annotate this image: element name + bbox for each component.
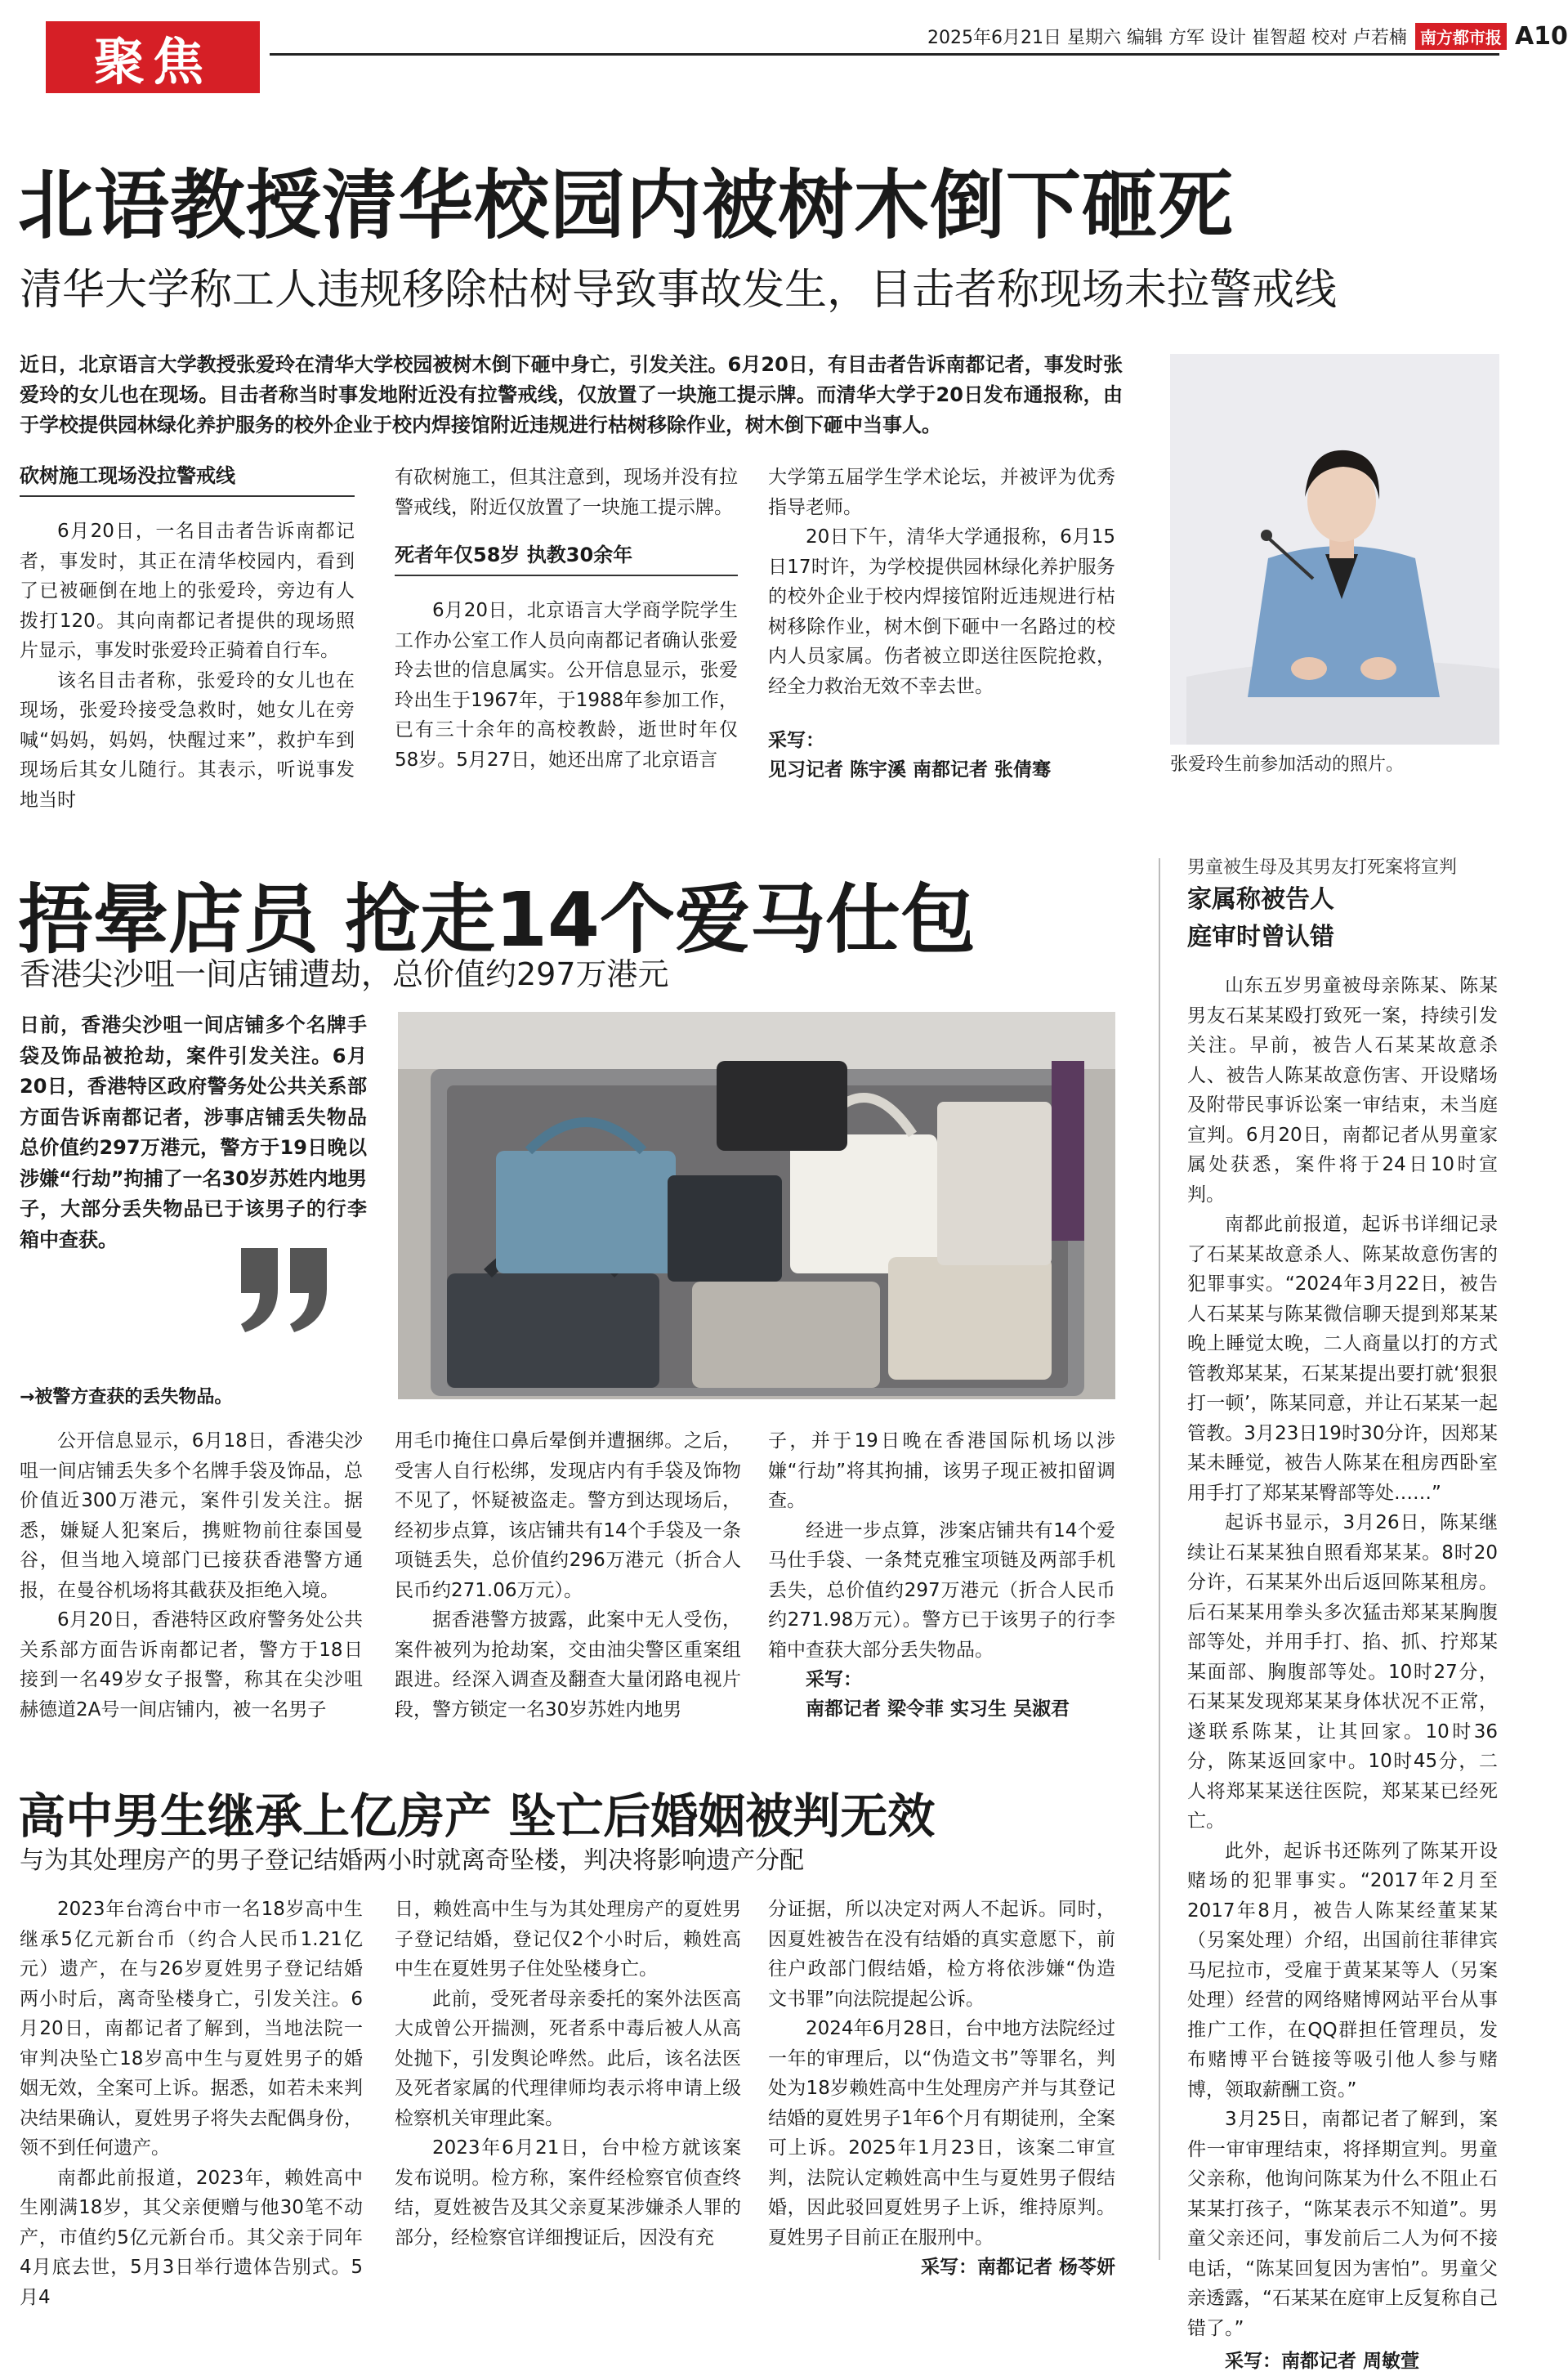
story1-paragraph: 6月20日，一名目击者告诉南都记者，事发时，其正在清华校园内，看到了已被砸倒在地上的张爱玲，旁边有人拨打120。其向南都记者提供的现场照片显示，事发时张爱玲正骑着自行车。: [20, 521, 355, 661]
subhead-rule: [20, 495, 355, 497]
story3-column-2: [395, 1895, 741, 2253]
story2-column-2: [395, 1426, 741, 1725]
sidebar-kicker: 男童被生母及其男友打死案将宣判: [1187, 857, 1458, 878]
header-meta: [927, 20, 1568, 52]
story2-column-3: [768, 1426, 1115, 1724]
story2-photo: [398, 1012, 1115, 1399]
story2-paragraph: 据香港警方披露，此案中无人受伤，案件被列为抢劫案，交由油尖警区重案组跟进。经深入调查及翻查大量闭路电视片段，警方锁定一名30岁苏姓内地男: [395, 1609, 741, 1720]
story1-paragraph: 6月20日，北京语言大学商学院学生工作办公室工作人员向南都记者确认张爱玲去世的信息属实。公开信息显示，张爱玲出生于1967年，于1988年参加工作，已有三十余年的高校教龄，逝世时年仅58岁。5月27日，她还出席了北京语言: [395, 600, 738, 771]
byline-names: 见习记者 陈宇溪 南都记者 张倩骞: [768, 759, 1052, 781]
story1-subhead-2: 死者年仅58岁 执教30余年: [395, 544, 633, 566]
story1-paragraph: 有砍树施工，但其注意到，现场并没有拉警戒线，附近仅放置了一块施工提示牌。: [395, 467, 738, 518]
story3-paragraph: 2024年6月28日，台中地方法院经过一年的审理后，以“伪造文书”等罪名，判处为18岁赖姓高中生处理房产并与其登记结婚的夏姓男子1年6个月有期徒刑，全案可上诉。2025年1月23日，该案二审宣判，法院认定赖姓高中生与夏姓男子假结婚，因此驳回夏姓男子上诉，维持原判。夏姓男子目前正在服刑中。: [768, 2018, 1115, 2248]
paper-logo: 南方都市报: [1415, 23, 1507, 50]
story3-byline: 采写：南都记者 杨苓妍: [920, 2257, 1115, 2278]
story3-column-1: [20, 1895, 363, 2312]
story2-paragraph: 6月20日，香港特区政府警务处公共关系部方面告诉南都记者，警方于18日接到一名49岁女子报警，称其在尖沙咀赫德道2A号一间店铺内，被一名男子: [20, 1609, 363, 1720]
sidebar-paragraph: 南都此前报道，起诉书详细记录了石某某故意杀人、陈某故意伤害的犯罪事实。“2024年3月22日，被告人石某某与陈某微信聊天提到郑某某晚上睡觉太晚，二人商量以打的方式管教郑某某，石某某提出要打就‘狠狠打一顿’，陈某同意，并让石某某一起管教。3月23日19时30分许，因郑某某未睡觉，被告人陈某在租房西卧室用手打了郑某某臀部等处……”: [1187, 1214, 1498, 1504]
story1-byline: [768, 726, 1115, 785]
story3-paragraph: 此前，受死者母亲委托的案外法医高大成曾公开揣测，死者系中毒后被人从高处抛下，引发舆论哗然。此后，该名法医及死者家属的代理律师均表示将申请上级检察机关审理此案。: [395, 1988, 741, 2129]
story1-subheadline: 清华大学称工人违规移除枯树导致事故发生，目击者称现场未拉警戒线: [20, 266, 1338, 315]
story2-lead: 日前，香港尖沙咀一间店铺多个名牌手袋及饰品被抢劫，案件引发关注。6月20日，香港特区政府警务处公共关系部方面告诉南都记者，涉事店铺丢失物品总价值约297万港元，警方于19日晚以涉嫌“行劫”拘捕了一名30岁苏姓内地男子，大部分丢失物品已于该男子的行李箱中查获。: [20, 1013, 367, 1251]
story1-column-1: [20, 458, 355, 815]
story3-subheadline: 与为其处理房产的男子登记结婚两小时就离奇坠楼，判决将影响遗产分配: [20, 1846, 804, 1875]
story3-headline: 高中男生继承上亿房产 坠亡后婚姻被判无效: [18, 1788, 936, 1844]
sidebar-paragraph: 起诉书显示，3月26日，陈某继续让石某某独自照看郑某某。8时20分许，石某某外出后返回陈某租房。后石某某用拳头多次猛击郑某某胸腹部等处，并用手打、掐、抓、拧郑某某面部、胸腹部等处。10时27分，石某某发现郑某某身体状况不正常，遂联系陈某，让其回家。10时36分，陈某返回家中。10时45分，二人将郑某某送往医院，郑某某已经死亡。: [1187, 1512, 1498, 1832]
sidebar-body: [1187, 971, 1498, 2376]
story3-paragraph: 日，赖姓高中生与为其处理房产的夏姓男子登记结婚，登记仅2个小时后，赖姓高中生在夏姓男子住处坠楼身亡。: [395, 1899, 741, 1980]
column-divider: [1159, 858, 1160, 2260]
story2-paragraph: 经进一步点算，涉案店铺共有14个爱马仕手袋、一条梵克雅宝项链及两部手机丢失，总价值约297万港元（折合人民币约271.98万元）。警方已于该男子的行李箱中查获大部分丢失物品。: [768, 1519, 1115, 1661]
story1-photo-caption: 张爱玲生前参加活动的照片。: [1170, 754, 1405, 775]
story1-lead: 近日，北京语言大学教授张爱玲在清华大学校园被树木倒下砸中身亡，引发关注。6月20日，有目击者告诉南都记者，事发时张爱玲的女儿也在现场。目击者称当时事发地附近没有拉警戒线，仅放置了一块施工提示牌。而清华大学于20日发布通报称，由于学校提供园林绿化养护服务的校外企业于校内焊接馆附近违规进行枯树移除作业，树木倒下砸中当事人。: [20, 353, 1123, 436]
sidebar-headline: [1187, 881, 1334, 956]
byline-names: 南都记者 梁令菲 实习生 吴淑君: [806, 1698, 1070, 1720]
story2-paragraph: 子，并于19日晚在香港国际机场以涉嫌“行劫”将其拘捕，该男子现正被扣留调查。: [768, 1430, 1115, 1511]
story1-photo: [1170, 354, 1499, 745]
sidebar-paragraph: 此外，起诉书还陈列了陈某开设赌场的犯罪事实。“2017年2月至2017年8月，被告人陈某经董某某（另案处理）介绍，出国前往菲律宾马尼拉市，受雇于黄某某等人（另案处理）经营的网络赌博网站平台从事推广工作，在QQ群担任管理员，发布赌博平台链接等吸引他人参与赌博，领取薪酬工资。”: [1187, 1840, 1498, 2101]
story1-subhead-1: 砍树施工现场没拉警戒线: [20, 464, 235, 487]
story3-paragraph: 2023年台湾台中市一名18岁高中生继承5亿元新台币（约合人民币1.21亿元）遗产，在与26岁夏姓男子登记结婚两小时后，离奇坠楼身亡，引发关注。6月20日，南都记者了解到，当地法院一审判决坠亡18岁高中生与夏姓男子的婚姻无效，全案可上诉。据悉，如若未来判决结果确认，夏姓男子将失去配偶身份，领不到任何遗产。: [20, 1899, 363, 2159]
sidebar-paragraph: 3月25日，南都记者了解到，案件一审审理结束，将择期宣判。男童父亲称，他询问陈某为什么不阻止石某某打孩子，“陈某表示不知道”。男童父亲还问，事发前后二人为何不接电话，“陈某回复因为害怕”。男童父亲透露，“石某某在庭审上反复称自己错了。”: [1187, 2109, 1498, 2339]
story3-paragraph: 2023年6月21日，台中检方就该案发布说明。检方称，案件经检察官侦查终结，夏姓被告及其父亲夏某涉嫌杀人罪的部分，经检察官详细搜证后，因没有充: [395, 2137, 741, 2248]
story2-headline: 捂晕店员 抢走14个爱马仕包: [18, 876, 976, 964]
sidebar-headline-line: 庭审时曾认错: [1187, 923, 1334, 951]
byline-label: 采写：: [806, 1669, 862, 1690]
issue-meta: 2025年6月21日 星期六 编辑 方军 设计 崔智超 校对 卢若楠: [927, 27, 1407, 48]
story1-headline: 北语教授清华校园内被树木倒下砸死: [18, 162, 1235, 249]
handbags-illustration: [398, 1012, 1115, 1399]
story2-paragraph: 用毛巾掩住口鼻后晕倒并遭捆绑。之后，受害人自行松绑，发现店内有手袋及饰物不见了，怀疑被盗走。警方到达现场后，经初步点算，该店铺共有14个手袋及一条项链丢失，总价值约296万港元（折合人民币约271.06万元）。: [395, 1430, 741, 1601]
story1-paragraph: 该名目击者称，张爱玲的女儿也在现场，张爱玲接受急救时，她女儿在旁喊“妈妈，妈妈，快醒过来”，救护车到现场后其女儿随行。其表示，听说事发地当时: [20, 669, 355, 811]
story3-paragraph: 分证据，所以决定对两人不起诉。同时，因夏姓被告在没有结婚的真实意愿下，前往户政部门假结婚，检方将依涉嫌“伪造文书罪”向法院提起公诉。: [768, 1899, 1115, 2010]
page-number: A10: [1514, 21, 1568, 51]
portrait-illustration: [1170, 354, 1499, 745]
byline-label: 采写：: [768, 730, 824, 751]
sidebar-byline: 采写：南都记者 周敏萱: [1225, 2351, 1420, 2372]
story2-subheadline: 香港尖沙咀一间店铺遭劫，总价值约297万港元: [20, 956, 669, 992]
story1-paragraph: 20日下午，清华大学通报称，6月15日17时许，为学校提供园林绿化养护服务的校外企业于校内焊接馆附近违规进行枯树移除作业，树木倒下砸中一名路过的校内人员家属。伤者被立即送往医院抢救，经全力救治无效不幸去世。: [768, 526, 1115, 697]
story2-photo-caption: →被警方查获的丢失物品。: [20, 1387, 233, 1407]
story2-paragraph: 公开信息显示，6月18日，香港尖沙咀一间店铺丢失多个名牌手袋及饰品，总价值近300万港元，案件引发关注。据悉，嫌疑人犯案后，携赃物前往泰国曼谷，但当地入境部门已接获香港警方通报，在曼谷机场将其截获及拒绝入境。: [20, 1430, 363, 1601]
section-tag: 聚焦: [46, 21, 260, 93]
header-rule: [270, 53, 1499, 56]
quote-mark-icon: [237, 1244, 335, 1337]
story1-paragraph: 大学第五届学生学术论坛，并被评为优秀指导老师。: [768, 467, 1115, 518]
story3-column-3: [768, 1895, 1115, 2282]
story2-column-1: [20, 1426, 363, 1725]
sidebar-paragraph: 山东五岁男童被母亲陈某、陈某男友石某某殴打致死一案，持续引发关注。早前，被告人石某某故意杀人、被告人陈某故意伤害、开设赌场及附带民事诉讼案一审结束，未当庭宣判。6月20日，南都记者从男童家属处获悉，案件将于24日10时宣判。: [1187, 975, 1498, 1206]
story2-byline: [806, 1665, 1115, 1724]
story3-paragraph: 南都此前报道，2023年，赖姓高中生刚满18岁，其父亲便赠与他30笔不动产，市值约5亿元新台币。其父亲于同年4月底去世，5月3日举行遗体告别式。5月4: [20, 2167, 363, 2308]
sidebar-headline-line: 家属称被告人: [1187, 885, 1334, 914]
story1-column-2: [395, 463, 738, 775]
subhead-rule: [395, 575, 738, 576]
story1-column-3: [768, 463, 1115, 785]
